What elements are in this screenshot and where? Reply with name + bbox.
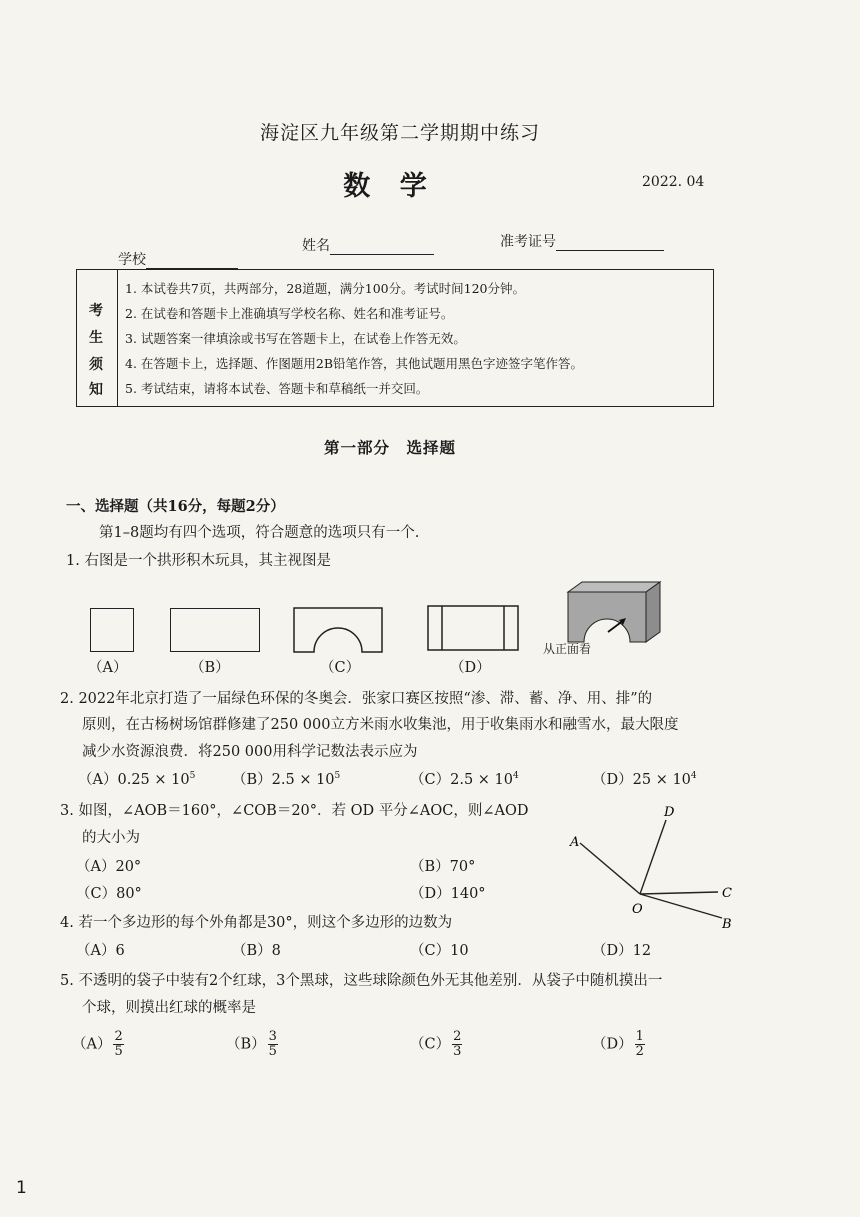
- question-number: 5.: [60, 973, 74, 989]
- ray-ob: [640, 894, 722, 918]
- option-exponent: 5: [189, 771, 196, 782]
- school-blank[interactable]: [146, 252, 238, 269]
- school-label: 学校: [118, 252, 146, 268]
- notice-heading-char: 生: [89, 330, 103, 346]
- q4-option-c[interactable]: （C）10: [410, 943, 469, 959]
- question-text: 右图是一个拱形积木玩具，其主视图是: [84, 553, 331, 569]
- option-label: （C）: [410, 772, 451, 788]
- question-5: [60, 969, 662, 990]
- numerator: 3: [268, 1029, 277, 1044]
- q2-option-c[interactable]: $(C)2.5 \times 10^4$: [410, 771, 519, 788]
- name-blank[interactable]: [330, 238, 434, 255]
- notice-item: 1. 本试卷共7页，共两部分，28道题，满分100分。考试时间120分钟。: [125, 281, 525, 296]
- question-text-line: 个球，则摸出红球的概率是: [82, 1000, 256, 1016]
- notice-box: [76, 269, 714, 407]
- q5-option-b[interactable]: [226, 1030, 278, 1059]
- notice-heading-char: 知: [89, 382, 103, 398]
- question-number: 2.: [60, 691, 74, 707]
- option-d-rectangle-lines: [426, 604, 520, 652]
- question-number: 3.: [60, 803, 74, 819]
- question-text-line: 减少水资源浪费．将250 000用科学记数法表示应为: [82, 744, 418, 760]
- denominator: 3: [453, 1044, 462, 1059]
- q3-option-c[interactable]: （C）80°: [76, 886, 142, 902]
- q1-option-d[interactable]: （D）: [450, 660, 491, 676]
- option-exponent: 4: [513, 771, 519, 782]
- fraction: [268, 1030, 278, 1059]
- question-1: [66, 549, 331, 570]
- numerator: 2: [114, 1029, 123, 1044]
- q1-option-a[interactable]: （A）: [88, 660, 128, 676]
- q1-option-b[interactable]: （B）: [190, 660, 230, 676]
- exam-date: 2022. 04: [642, 174, 705, 190]
- question-text: 若一个多边形的每个外角都是30°，则这个多边形的边数为: [78, 915, 453, 931]
- option-label: （C）: [410, 1036, 451, 1053]
- q2-option-b[interactable]: $(B)2.5 \times 10^5$: [232, 771, 341, 788]
- figure-caption: 从正面看: [543, 642, 592, 656]
- q1-option-c[interactable]: （C）: [320, 660, 361, 676]
- notice-heading: [77, 270, 118, 406]
- notice-heading-char: 须: [89, 357, 103, 373]
- notice-list: [125, 276, 583, 401]
- question-text: 2022年北京打造了一届绿色环保的冬奥会．张家口赛区按照“渗、滞、蓄、净、用、排”的: [78, 691, 653, 707]
- label-c: C: [722, 886, 732, 901]
- section-title: 第一部分 选择题: [323, 438, 456, 457]
- question-text-line: 的大小为: [82, 830, 140, 846]
- q5-option-d[interactable]: [592, 1030, 645, 1059]
- denominator: 2: [635, 1044, 644, 1059]
- option-a-square: [90, 608, 134, 652]
- numerator: 2: [453, 1029, 462, 1044]
- option-label: （B）: [226, 1036, 266, 1053]
- question-text: 不透明的袋子中装有2个红球，3个黑球，这些球除颜色外无其他差别．从袋子中随机摸出一: [78, 973, 663, 989]
- ray-oa: [580, 843, 640, 894]
- option-mantissa: 2.5: [271, 772, 295, 788]
- q2-option-a[interactable]: $(A)0.25 \times 10^5$: [78, 771, 196, 788]
- q3-option-d[interactable]: （D）140°: [410, 886, 486, 902]
- notice-item: 2. 在试卷和答题卡上准确填写学校名称、姓名和准考证号。: [125, 306, 454, 321]
- denominator: 5: [268, 1044, 277, 1059]
- option-c-arch: [292, 606, 384, 654]
- question-text-line: 原则，在古杨树场馆群修建了250 000立方米雨水收集池，用于收集雨水和融雪水，最大限度: [82, 717, 679, 733]
- q5-option-a[interactable]: [72, 1030, 124, 1059]
- question-number: 4.: [60, 915, 74, 931]
- label-a: A: [570, 835, 580, 850]
- q2-option-d[interactable]: $(D)25 \times 10^4$: [592, 771, 697, 788]
- part-heading: 一、选择题（共16分，每题2分）: [66, 498, 285, 515]
- option-b-rectangle: [170, 608, 260, 652]
- option-exponent: 5: [334, 771, 341, 782]
- option-mantissa: 25: [632, 772, 652, 788]
- q4-option-a[interactable]: （A）6: [76, 943, 125, 959]
- q3-option-a[interactable]: （A）20°: [76, 859, 142, 875]
- option-mantissa: 0.25: [117, 772, 150, 788]
- notice-heading-char: 考: [89, 303, 103, 319]
- option-label: （A）: [72, 1036, 112, 1053]
- fraction: [113, 1030, 123, 1059]
- q3-option-b[interactable]: （B）70°: [410, 859, 476, 875]
- exam-title: 海淀区九年级第二学期期中练习: [259, 122, 540, 144]
- label-d: D: [664, 805, 675, 820]
- question-text: 如图，∠AOB＝160°，∠COB＝20°．若 OD 平分∠AOC，则∠AOD: [78, 803, 529, 819]
- question-2: [60, 687, 652, 708]
- exam-id-field[interactable]: [500, 231, 664, 251]
- subject-title: 数 学: [343, 171, 437, 202]
- page-number: 1: [16, 1178, 27, 1198]
- option-label: （D）: [592, 772, 633, 788]
- angle-figure: [560, 800, 750, 935]
- option-exponent: 4: [690, 771, 697, 782]
- question-4: [60, 911, 452, 932]
- option-label: （D）: [592, 1036, 633, 1053]
- school-field[interactable]: [118, 249, 238, 269]
- denominator: 5: [114, 1044, 123, 1059]
- numerator: 1: [635, 1029, 644, 1044]
- q4-option-d[interactable]: （D）12: [592, 943, 652, 959]
- exam-id-blank[interactable]: [556, 234, 664, 251]
- q5-option-c[interactable]: [410, 1030, 462, 1059]
- option-label: （A）: [78, 772, 118, 788]
- question-number: 1.: [66, 553, 80, 569]
- label-o: O: [632, 902, 643, 917]
- notice-item: 4. 在答题卡上，选择题、作图题用2B铅笔作答，其他试题用黑色字迹签字笔作答。: [125, 356, 584, 371]
- part-instruction: 第1–8题均有四个选项，符合题意的选项只有一个.: [99, 525, 420, 541]
- ray-od: [640, 820, 666, 894]
- notice-item: 5. 考试结束，请将本试卷、答题卡和草稿纸一并交回。: [125, 381, 429, 396]
- question-3: [60, 799, 529, 820]
- option-label: （B）: [232, 772, 272, 788]
- fraction: [452, 1030, 462, 1059]
- notice-item: 3. 试题答案一律填涂或书写在答题卡上，在试卷上作答无效。: [125, 331, 466, 346]
- name-label: 姓名: [302, 238, 330, 254]
- fraction: [635, 1030, 645, 1059]
- name-field[interactable]: [302, 235, 434, 255]
- label-b: B: [722, 917, 732, 932]
- exam-id-label: 准考证号: [500, 234, 556, 250]
- ray-oc: [640, 892, 718, 894]
- option-mantissa: 2.5: [450, 772, 474, 788]
- q4-option-b[interactable]: （B）8: [232, 943, 281, 959]
